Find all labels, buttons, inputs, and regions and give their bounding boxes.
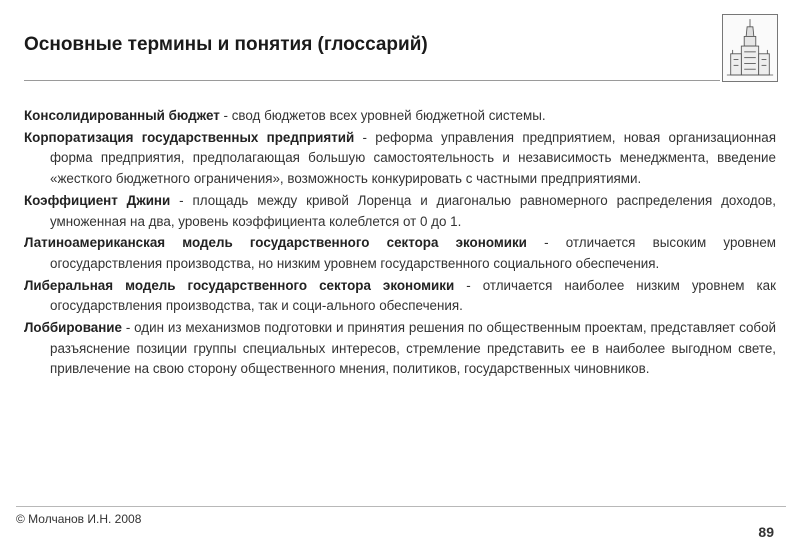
glossary-definition: площадь между кривой Лоренца и диагональю равномерного распределения доходов, умноженная на два, уровень коэффициента колеблется от 0 до 1. xyxy=(50,192,776,229)
copyright-text: © Молчанов И.Н. 2008 xyxy=(16,512,142,526)
glossary-term: Лоббирование xyxy=(24,320,122,336)
university-building-icon xyxy=(722,14,778,82)
glossary-separator: - xyxy=(121,320,135,336)
glossary-definition: один из механизмов подготовки и принятия решения по общественным проектам, представляет собой разъяснение позиции группы специальных интересов, стремление представить ее в наиболее выгодном свете, привлечение на свою сторону общественного мнения, политиков, государственных чиновников. xyxy=(50,320,776,377)
glossary-list xyxy=(24,106,776,381)
glossary-term: Коэффициент Джини xyxy=(24,192,171,208)
glossary-entry xyxy=(24,191,776,232)
glossary-term: Корпоратизация государственных предприятий xyxy=(24,129,355,145)
glossary-entry xyxy=(24,233,776,274)
glossary-separator: - xyxy=(526,235,566,251)
glossary-separator: - xyxy=(219,108,232,123)
glossary-term: Латиноамериканская модель государственного сектора экономики xyxy=(24,235,527,251)
glossary-entry xyxy=(24,318,776,380)
glossary-term: Консолидированный бюджет xyxy=(24,108,220,123)
glossary-definition: реформа управления предприятием, новая организационная форма предприятия, предполагающая большую самостоятельность и независимость менеджмента, введение «жесткого бюджетного ограничения», возможность конкурировать с частными предприятиями. xyxy=(50,129,776,187)
glossary-separator: - xyxy=(354,129,376,145)
title-divider xyxy=(24,80,720,81)
glossary-term: Либеральная модель государственного сектора экономики xyxy=(24,277,455,293)
slide-title: Основные термины и понятия (глоссарий) xyxy=(24,34,428,55)
glossary-entry xyxy=(24,128,776,190)
footer-divider xyxy=(16,506,786,507)
glossary-separator: - xyxy=(454,277,483,293)
glossary-separator: - xyxy=(170,192,193,208)
glossary-definition: отличается высоким уровнем огосударствления производства, но низким уровнем государственного социального обеспечения. xyxy=(50,235,776,271)
page-number: 89 xyxy=(758,524,774,540)
glossary-entry xyxy=(24,106,776,127)
glossary-entry xyxy=(24,276,776,317)
glossary-definition: свод бюджетов всех уровней бюджетной системы. xyxy=(231,108,546,123)
glossary-definition: отличается наиболее низким уровнем как огосударствления производства, так и соци-ального обеспечения. xyxy=(50,277,776,314)
